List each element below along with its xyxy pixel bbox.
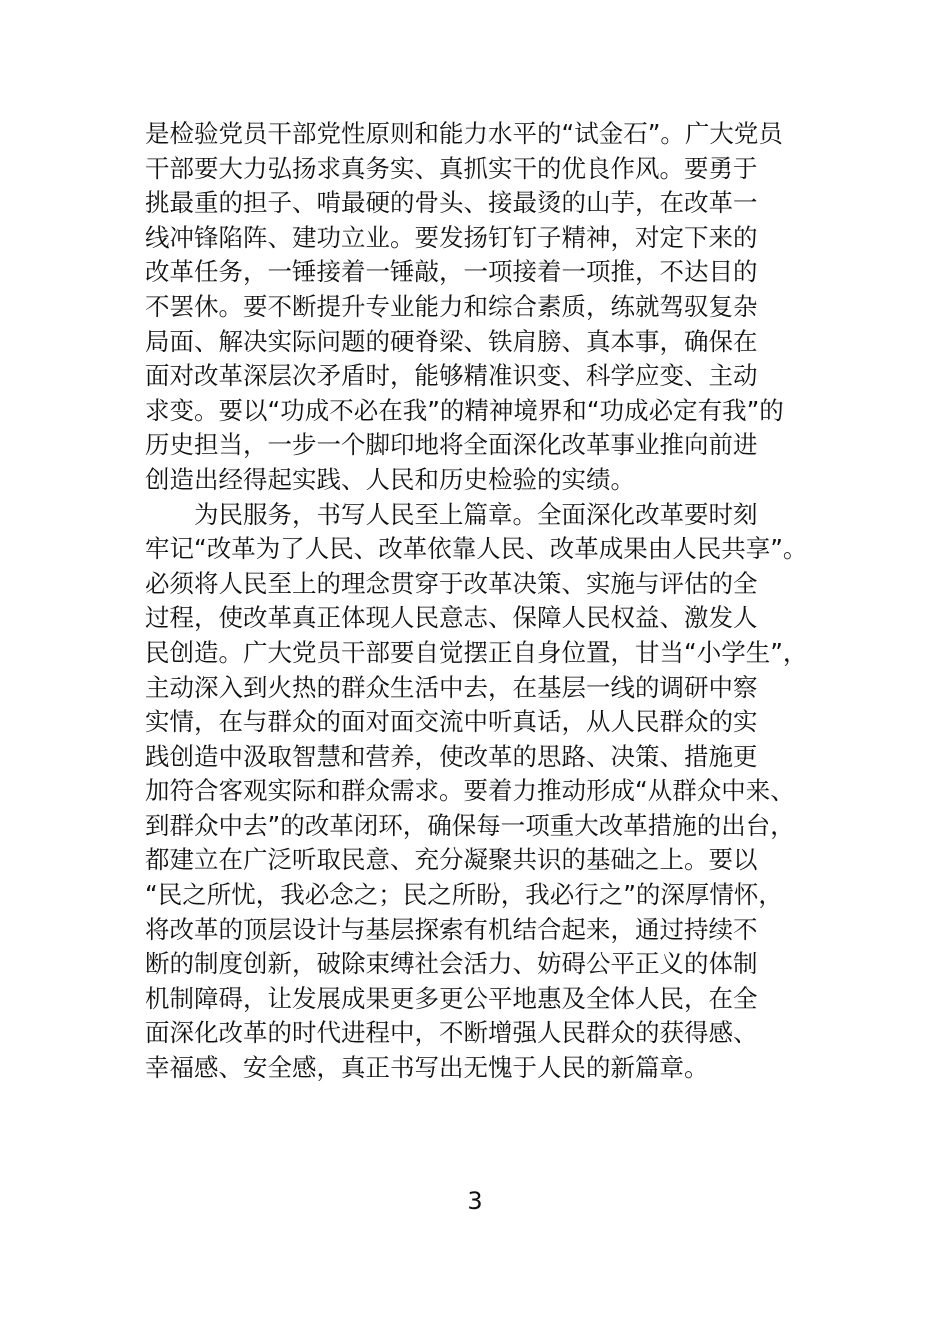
text-line: 挑最重的担子、啃最硬的骨头、接最烫的山芋，在改革一: [145, 188, 758, 218]
text-line: 线冲锋陷阵、建功立业。要发扬钉钉子精神，对定下来的: [145, 222, 758, 252]
text-line: 求变。要以“功成不必在我”的精神境界和“功成必定有我”的: [145, 395, 784, 425]
body-text: [145, 117, 810, 1086]
text-line: 主动深入到火热的群众生活中去，在基层一线的调研中察: [145, 672, 758, 702]
text-line: 创造出经得起实践、人民和历史检验的实绩。: [145, 464, 635, 494]
text-line: 将改革的顶层设计与基层探索有机结合起来，通过持续不: [145, 914, 758, 944]
text-line: 改革任务，一锤接着一锤敲，一项接着一项推，不达目的: [145, 257, 758, 287]
text-line: 幸福感、安全感，真正书写出无愧于人民的新篇章。: [145, 1053, 709, 1083]
text-line: 实情，在与群众的面对面交流中听真话，从人民群众的实: [145, 707, 758, 737]
text-line: 践创造中汲取智慧和营养，使改革的思路、决策、措施更: [145, 741, 758, 771]
text-line: 面深化改革的时代进程中，不断增强人民群众的获得感、: [145, 1018, 758, 1048]
page-number: 3: [467, 1187, 483, 1215]
text-line: 过程，使改革真正体现人民意志、保障人民权益、激发人: [145, 603, 758, 633]
text-line: 民创造。广大党员干部要自觉摆正自身位置，甘当“小学生”，: [145, 637, 808, 667]
text-line: 必须将人民至上的理念贯穿于改革决策、实施与评估的全: [145, 568, 758, 598]
text-line: 干部要大力弘扬求真务实、真抓实干的优良作风。要勇于: [145, 153, 758, 183]
text-line: 到群众中去”的改革闭环，确保每一项重大改革措施的出台，: [145, 810, 795, 840]
text-line: “民之所忧，我必念之；民之所盼，我必行之”的深厚情怀，: [145, 880, 783, 910]
text-line: 历史担当，一步一个脚印地将全面深化改革事业推向前进: [145, 430, 758, 460]
paragraph-1: [145, 117, 810, 498]
text-line: 都建立在广泛听取民意、充分凝聚共识的基础之上。要以: [145, 845, 758, 875]
text-line: 机制障碍，让发展成果更多更公平地惠及全体人民，在全: [145, 983, 758, 1013]
text-line: 面对改革深层次矛盾时，能够精准识变、科学应变、主动: [145, 361, 758, 391]
text-line: 断的制度创新，破除束缚社会活力、妨碍公平正义的体制: [145, 949, 758, 979]
text-line: 不罢休。要不断提升专业能力和综合素质，练就驾驭复杂: [145, 291, 758, 321]
paragraph-2: [145, 498, 810, 1086]
text-line: 加符合客观实际和群众需求。要着力推动形成“从群众中来、: [145, 776, 795, 806]
text-line: 局面、解决实际问题的硬脊梁、铁肩膀、真本事，确保在: [145, 326, 758, 356]
text-line: 是检验党员干部党性原则和能力水平的“试金石”。广大党员: [145, 119, 783, 148]
text-line: 牢记“改革为了人民、改革依靠人民、改革成果由人民共享”。: [145, 534, 808, 564]
text-line: 为民服务，书写人民至上篇章。全面深化改革要时刻: [145, 499, 758, 529]
